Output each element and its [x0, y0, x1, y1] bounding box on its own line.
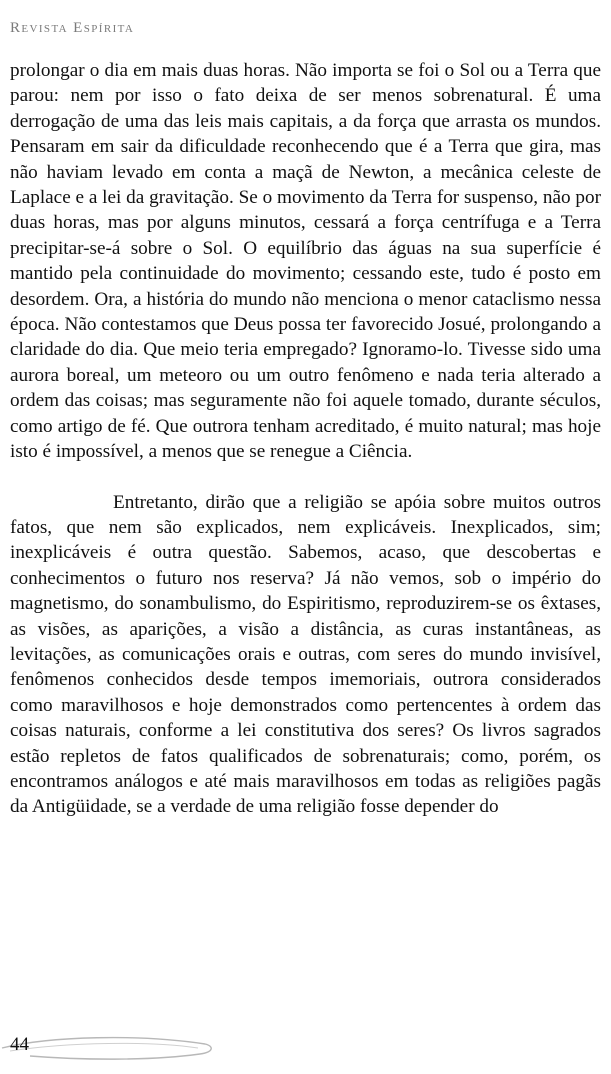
page-number: 44: [10, 1034, 29, 1055]
paragraph-2: Entretanto, dirão que a religião se apóia sobre muitos outros fatos, que nem são explicados, nem explicáveis. Inexplicados, sim; inexplicáveis é outra questão. Sabemos, acaso, que descobertas e conhecimentos o futuro nos reserva? Já não vemos, sob o império do magnetismo, do sonambulismo, do Espiritismo, reproduzirem-se os êxtases, as visões, as aparições, a visão a distância, as curas instantâneas, as levitações, as comunicações orais e outras, com seres do mundo invisível, fenômenos conhecidos desde tempos imemoriais, outrora considerados como maravilhosos e hoje demonstrados como pertencentes à ordem das coisas naturais, conforme a lei constitutiva dos seres? Os livros sagrados estão repletos de fatos qualificados de sobrenaturais; como, porém, os encontramos análogos e até mais maravilhosos em todas as religiões pagãs da Antigüidade, se a verdade de uma religião fosse depender do: [10, 491, 601, 818]
swoosh-ornament-icon: [0, 1030, 220, 1064]
main-text-column: [10, 58, 601, 820]
paragraph-1: prolongar o dia em mais duas horas. Não importa se foi o Sol ou a Terra que parou: nem por isso o fato deixa de ser menos sobrenatural. É uma derrogação de uma das leis mais capitais, a da força que arrasta os mundos. Pensaram em sair da dificuldade reconhecendo que é a Terra que gira, mas não haviam levado em conta a maçã de Newton, a mecânica celeste de Laplace e a lei da gravitação. Se o movimento da Terra for suspenso, não por duas horas, mas por alguns minutos, cessará a força centrífuga e a Terra precipitar-se-á sobre o Sol. O equilíbrio das águas na sua superfície é mantido pela continuidade do movimento; cessando este, tudo é posto em desordem. Ora, a história do mundo não menciona o menor cataclismo nessa época. Não contestamos que Deus possa ter favorecido Josué, prolongando a claridade do dia. Que meio teria empregado? Ignoramo-lo. Tivesse sido uma aurora boreal, um meteoro ou um outro fenômeno e nada teria alterado a ordem das coisas; mas seguramente não foi aquele tomado, durante séculos, como artigo de fé. Que outrora tenham acreditado, é muito natural; mas hoje isto é impossível, a menos que se renegue a Ciência.: [10, 60, 601, 463]
running-header-title: Revista Espírita: [10, 20, 135, 36]
